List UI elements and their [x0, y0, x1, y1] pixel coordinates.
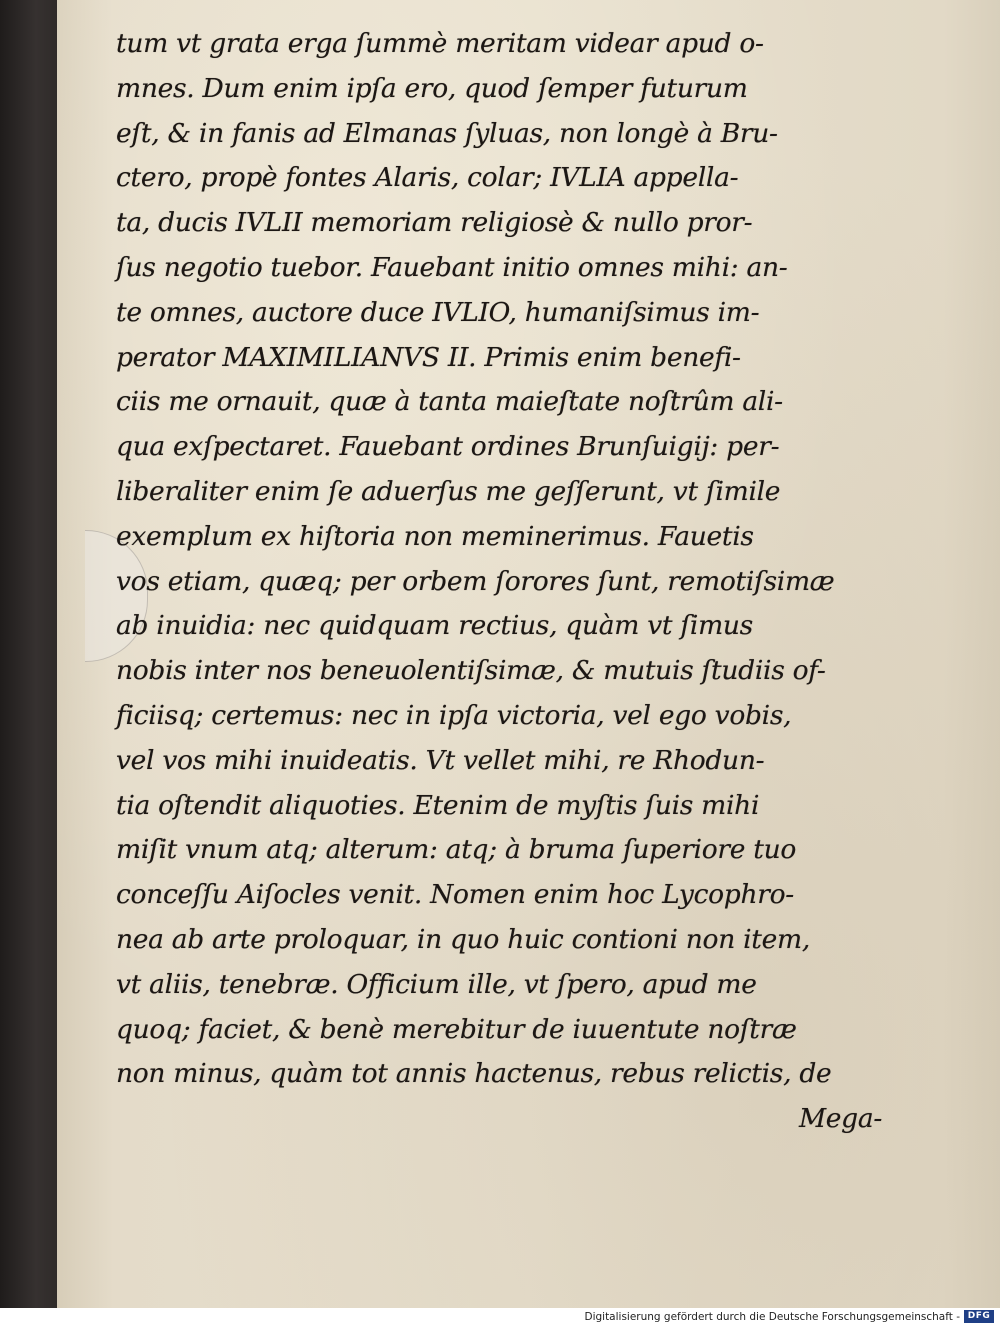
- text-line: conceſſu Aiſocles venit. Nomen enim hoc Lycophro-: [116, 879, 794, 911]
- text-line: vt aliis, tenebræ. Officium ille, vt ſpero, apud me: [116, 968, 757, 1000]
- text-line: non minus, quàm tot annis hactenus, rebus relictis, de: [116, 1058, 832, 1090]
- dfg-logo-icon: DFG: [964, 1310, 994, 1323]
- text-line: eſt, & in fanis ad Elmanas ſyluas, non longè à Bru-: [116, 117, 778, 149]
- text-line: vel vos mihi inuideatis. Vt vellet mihi, re Rhodun-: [116, 744, 765, 776]
- text-line: nea ab arte proloquar, in quo huic contioni non item,: [116, 923, 810, 955]
- page-text: [116, 22, 886, 1142]
- text-line: perator MAXIMILIANVS II. Primis enim benefi-: [116, 341, 741, 373]
- book-edge: [0, 0, 60, 1308]
- text-line: tia oſtendit aliquoties. Etenim de myſtis ſuis mihi: [116, 789, 760, 821]
- text-line: nobis inter nos beneuolentiſsimæ, & mutuis ſtudiis of-: [116, 655, 826, 687]
- text-line: ficiisq; certemus: nec in ipſa victoria, vel ego vobis,: [116, 699, 792, 731]
- text-line: liberaliter enim ſe aduerſus me geſſerunt, vt ſimile: [116, 475, 781, 507]
- text-line: tum vt grata erga ſummè meritam videar apud o-: [116, 28, 764, 59]
- catchword: Mega-: [798, 1103, 882, 1135]
- footer-bar: [0, 1308, 1000, 1326]
- text-line: exemplum ex hiſtoria non meminerimus. Fauetis: [116, 520, 754, 552]
- text-line: ta, ducis IVLII memoriam religiosè & nullo pror-: [116, 207, 753, 239]
- text-line: te omnes, auctore duce IVLIO, humaniſsimus im-: [116, 296, 760, 328]
- text-line: mnes. Dum enim ipſa ero, quod ſemper futurum: [116, 72, 748, 104]
- text-line: qua exſpectaret. Fauebant ordines Brunſuigij: per-: [116, 431, 780, 463]
- text-line: ciis me ornauit, quæ à tanta maieſtate noſtrûm ali-: [116, 386, 783, 418]
- text-line: miſit vnum atq; alterum: atq; à bruma ſuperiore tuo: [116, 834, 797, 866]
- funding-notice: Digitalisierung gefördert durch die Deutsche Forschungsgemeinschaft -: [584, 1311, 960, 1323]
- text-line: vos etiam, quæq; per orbem ſorores ſunt, remotiſsimæ: [116, 565, 835, 597]
- text-line: ctero, propè fontes Alaris, colar; IVLIA appella-: [116, 162, 739, 194]
- text-line: ſus negotio tuebor. Fauebant initio omnes mihi: an-: [116, 251, 788, 283]
- text-line: ab inuidia: nec quidquam rectius, quàm vt ſimus: [116, 610, 753, 642]
- text-line: quoq; faciet, & benè merebitur de iuuentute noſtræ: [116, 1013, 797, 1045]
